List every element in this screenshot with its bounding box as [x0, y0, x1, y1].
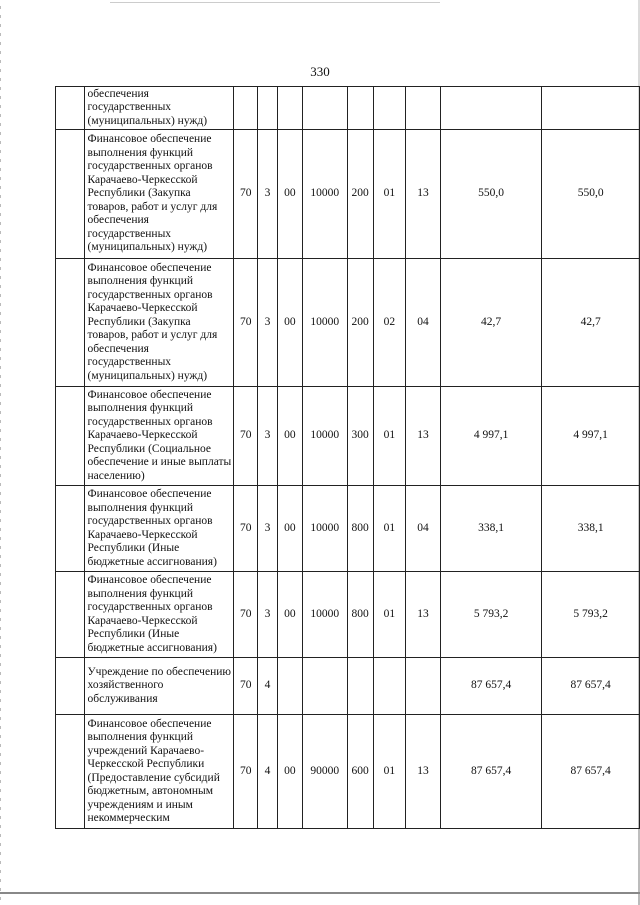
table-body: [56, 87, 640, 829]
row-description: Финансовое обеспечение выполнения функций государственных органов Карачаево-Черкесской Республики (Социальное обеспечение и иные выплаты населению): [84, 387, 234, 486]
code-cell: 800: [347, 486, 373, 572]
code-cell: [277, 658, 302, 715]
code-cell: 00: [277, 259, 302, 387]
code-cell: 70: [234, 486, 258, 572]
empty-cell: [56, 486, 85, 572]
code-cell: 70: [234, 387, 258, 486]
code-cell: 01: [373, 486, 406, 572]
code-cell: 4: [258, 715, 278, 829]
amount-cell: 338,1: [542, 486, 640, 572]
amount-cell: 5 793,2: [440, 572, 541, 658]
code-cell: 70: [234, 658, 258, 715]
code-cell: 00: [277, 486, 302, 572]
empty-cell: [56, 130, 85, 259]
code-cell: 4: [258, 658, 278, 715]
code-cell: 01: [373, 572, 406, 658]
code-cell: [373, 658, 406, 715]
code-cell: 01: [373, 387, 406, 486]
amount-cell: 87 657,4: [440, 658, 541, 715]
amount-cell: 87 657,4: [542, 715, 640, 829]
code-cell: 3: [258, 572, 278, 658]
empty-cell: [56, 259, 85, 387]
table-row: [56, 572, 640, 658]
code-cell: 3: [258, 387, 278, 486]
amount-cell: 550,0: [542, 130, 640, 259]
row-description: Учреждение по обеспечению хозяйственного обслуживания: [84, 658, 234, 715]
amount-cell: 550,0: [440, 130, 541, 259]
code-cell: 800: [347, 572, 373, 658]
code-cell: 13: [406, 572, 441, 658]
code-cell: [406, 658, 441, 715]
amount-cell: 5 793,2: [542, 572, 640, 658]
table-row: [56, 387, 640, 486]
code-cell: 01: [373, 130, 406, 259]
code-cell: 10000: [302, 572, 347, 658]
table-row: [56, 658, 640, 715]
code-cell: 90000: [302, 715, 347, 829]
empty-cell: [56, 87, 85, 130]
code-cell: [302, 87, 347, 130]
amount-cell: 87 657,4: [440, 715, 541, 829]
page-number: 330: [310, 64, 330, 79]
amount-cell: [542, 87, 640, 130]
code-cell: 00: [277, 130, 302, 259]
code-cell: [277, 87, 302, 130]
amount-cell: [440, 87, 541, 130]
code-cell: 70: [234, 130, 258, 259]
code-cell: 04: [406, 259, 441, 387]
amount-cell: 4 997,1: [542, 387, 640, 486]
code-cell: [234, 87, 258, 130]
code-cell: 02: [373, 259, 406, 387]
code-cell: 00: [277, 387, 302, 486]
code-cell: 10000: [302, 387, 347, 486]
code-cell: 300: [347, 387, 373, 486]
code-cell: 10000: [302, 130, 347, 259]
table-row: [56, 87, 640, 130]
amount-cell: 42,7: [440, 259, 541, 387]
amount-cell: 42,7: [542, 259, 640, 387]
code-cell: 3: [258, 259, 278, 387]
code-cell: 13: [406, 387, 441, 486]
row-description: Финансовое обеспечение выполнения функций учреждений Карачаево-Черкесской Республики (Предоставление субсидий бюджетным, автономным учреждениям и иным некоммерческим: [84, 715, 234, 829]
row-description: Финансовое обеспечение выполнения функций государственных органов Карачаево-Черкесской Республики (Закупка товаров, работ и услуг для обеспечения государственных (муниципальных) нужд): [84, 130, 234, 259]
empty-cell: [56, 658, 85, 715]
row-description: Финансовое обеспечение выполнения функций государственных органов Карачаево-Черкесской Республики (Иные бюджетные ассигнования): [84, 486, 234, 572]
empty-cell: [56, 715, 85, 829]
table-row: [56, 130, 640, 259]
code-cell: 04: [406, 486, 441, 572]
table-row: [56, 259, 640, 387]
scan-artifact-top: [110, 2, 440, 3]
code-cell: 13: [406, 715, 441, 829]
code-cell: 600: [347, 715, 373, 829]
code-cell: 200: [347, 130, 373, 259]
code-cell: [373, 87, 406, 130]
code-cell: 3: [258, 486, 278, 572]
code-cell: 00: [277, 572, 302, 658]
code-cell: 00: [277, 715, 302, 829]
budget-table: [55, 86, 640, 829]
empty-cell: [56, 572, 85, 658]
code-cell: 70: [234, 715, 258, 829]
table-row: [56, 486, 640, 572]
amount-cell: 338,1: [440, 486, 541, 572]
amount-cell: 87 657,4: [542, 658, 640, 715]
code-cell: [347, 658, 373, 715]
code-cell: 70: [234, 572, 258, 658]
row-description: обеспечения государственных (муниципальных) нужд): [84, 87, 234, 130]
code-cell: 10000: [302, 486, 347, 572]
row-description: Финансовое обеспечение выполнения функций государственных органов Карачаево-Черкесской Республики (Закупка товаров, работ и услуг для обеспечения государственных (муниципальных) нужд): [84, 259, 234, 387]
code-cell: [302, 658, 347, 715]
amount-cell: 4 997,1: [440, 387, 541, 486]
code-cell: 13: [406, 130, 441, 259]
code-cell: 01: [373, 715, 406, 829]
table-row: [56, 715, 640, 829]
code-cell: 10000: [302, 259, 347, 387]
scan-artifact-bottom: [0, 892, 640, 894]
scan-artifact-left: [0, 0, 1, 905]
code-cell: [347, 87, 373, 130]
empty-cell: [56, 387, 85, 486]
code-cell: [258, 87, 278, 130]
row-description: Финансовое обеспечение выполнения функций государственных органов Карачаево-Черкесской Республики (Иные бюджетные ассигнования): [84, 572, 234, 658]
code-cell: [406, 87, 441, 130]
code-cell: 3: [258, 130, 278, 259]
code-cell: 70: [234, 259, 258, 387]
code-cell: 200: [347, 259, 373, 387]
